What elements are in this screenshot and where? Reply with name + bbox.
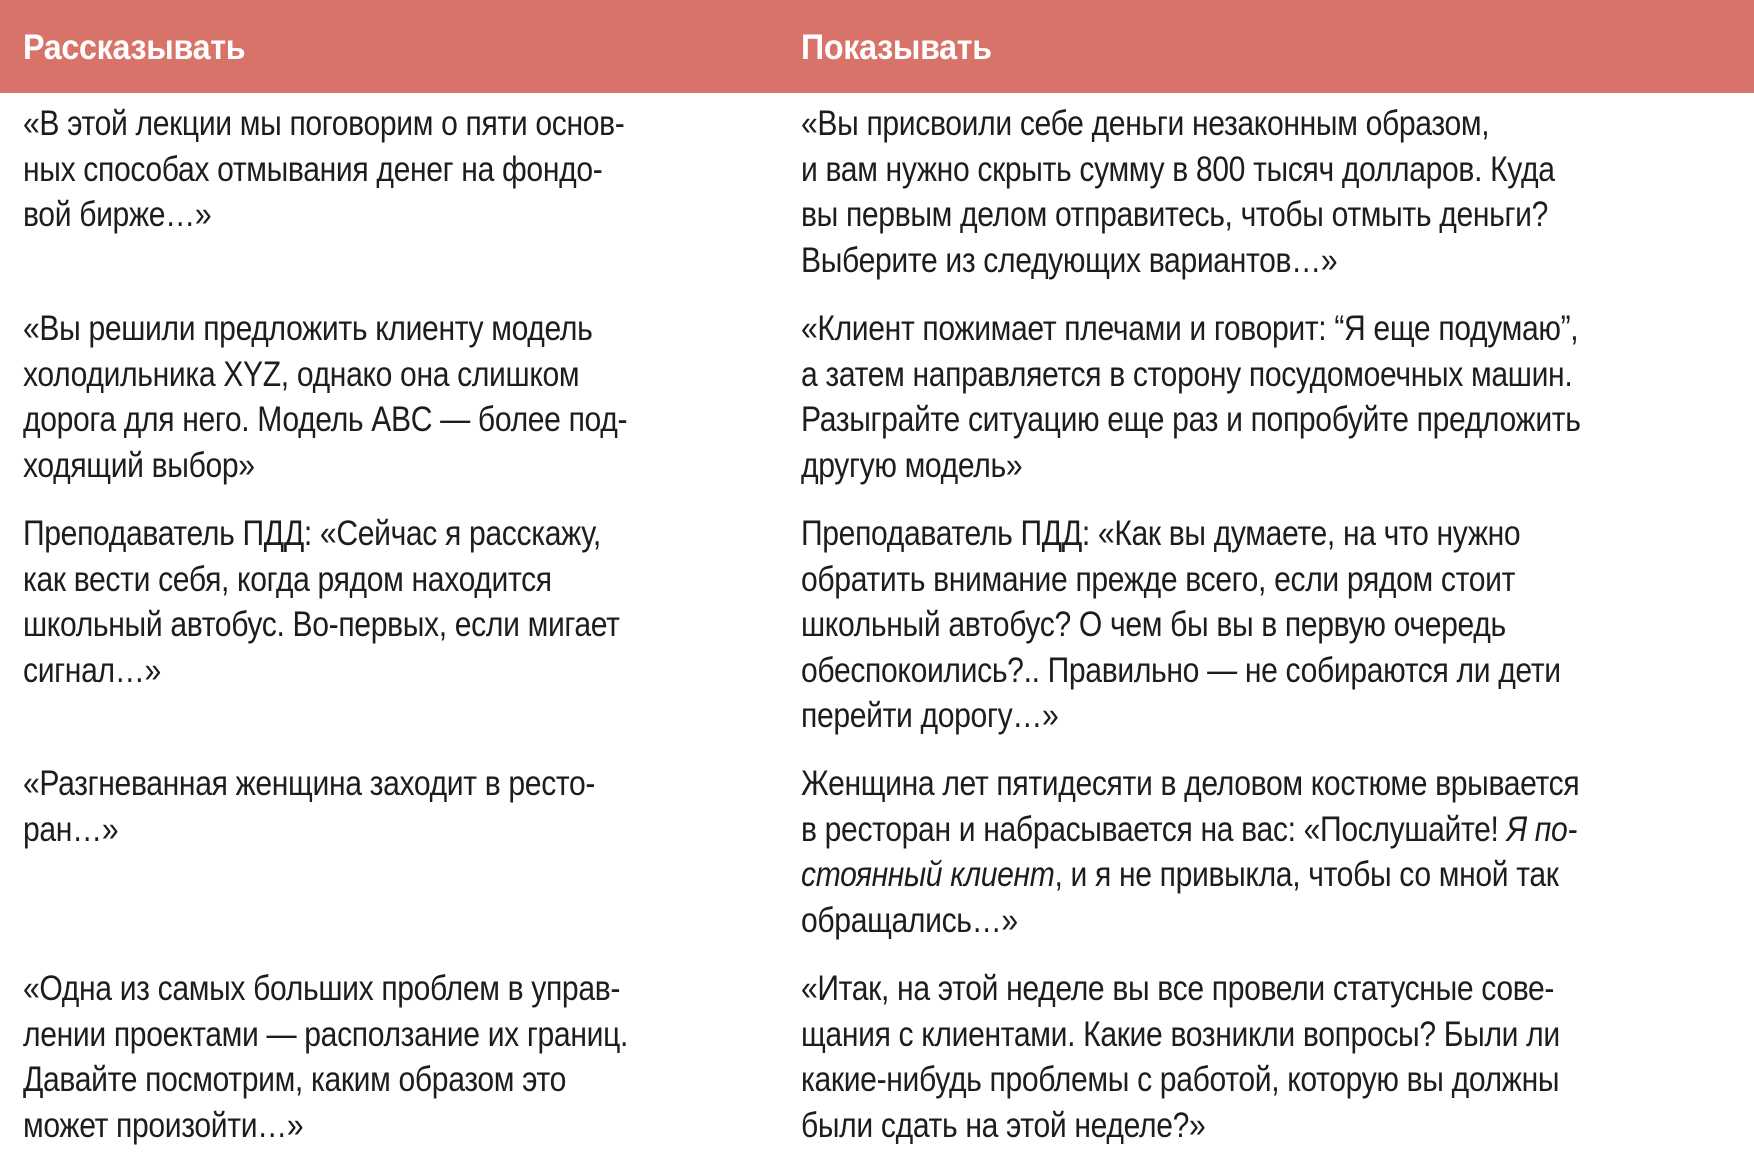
- tell-cell-5: [23, 966, 628, 1148]
- text-line: холодильника XYZ, однако она слишком: [23, 354, 580, 394]
- tell-cell-2: [23, 306, 627, 488]
- show-cell-3: [801, 511, 1561, 739]
- text-line: ходящий выбор»: [23, 445, 255, 485]
- tell-cell-1: [23, 101, 624, 238]
- text-line: перейти дорогу…»: [801, 696, 1059, 735]
- text-line: школьный автобус. Во-первых, если мигает: [23, 605, 620, 644]
- show-cell-4: [801, 761, 1579, 943]
- text-line: сигнал…»: [23, 650, 161, 690]
- text-line: вой бирже…»: [23, 195, 212, 234]
- italic-text-run: Я по-: [1506, 809, 1578, 849]
- text-line: а затем направляется в сторону посудомоечных машин.: [801, 354, 1573, 394]
- text-line: другую модель»: [801, 445, 1023, 485]
- text-line: «Клиент пожимает плечами и говорит: “Я еще подумаю”,: [801, 309, 1579, 348]
- text-run: , и я не привыкла, чтобы со мной так: [1054, 855, 1559, 894]
- text-line: и вам нужно скрыть сумму в 800 тысяч долларов. Куда: [801, 149, 1555, 189]
- text-line: «Вы присвоили себе деньги незаконным образом,: [801, 104, 1490, 143]
- text-line: Женщина лет пятидесяти в деловом костюме врывается: [801, 764, 1580, 803]
- column-header-tell: Рассказывать: [23, 28, 246, 67]
- text-line: может произойти…»: [23, 1105, 304, 1145]
- text-line: Преподаватель ПДД: «Сейчас я расскажу,: [23, 514, 601, 553]
- show-cell-2: [801, 306, 1581, 488]
- text-line: были сдать на этой неделе?»: [801, 1105, 1206, 1145]
- text-line: дорога для него. Модель ABC — более под-: [23, 400, 628, 439]
- text-line: лении проектами — расползание их границ.: [23, 1014, 628, 1054]
- text-line: какие-нибудь проблемы с работой, которую вы должны: [801, 1060, 1560, 1099]
- tell-cell-3: [23, 511, 620, 693]
- show-cell-5: [801, 966, 1560, 1148]
- tell-cell-4: [23, 761, 595, 852]
- text-line: ран…»: [23, 809, 119, 849]
- text-line: обеспокоились?.. Правильно — не собираются ли дети: [801, 650, 1561, 690]
- text-line: обращались…»: [801, 900, 1018, 940]
- italic-text-run: стоянный клиент: [801, 855, 1055, 894]
- column-header-show: Показывать: [801, 28, 992, 67]
- text-line: «Итак, на этой неделе вы все провели статусные сове-: [801, 969, 1555, 1008]
- text-line: [801, 807, 1579, 853]
- text-line: «Разгневанная женщина заходит в ресто-: [23, 764, 596, 803]
- text-line: Преподаватель ПДД: «Как вы думаете, на что нужно: [801, 514, 1521, 553]
- text-line: «Вы решили предложить клиенту модель: [23, 309, 593, 348]
- table-header: [0, 0, 1754, 93]
- text-line: «В этой лекции мы поговорим о пяти основ-: [23, 104, 625, 143]
- text-line: [801, 852, 1579, 898]
- text-line: Выберите из следующих вариантов…»: [801, 240, 1338, 280]
- text-line: Разыграйте ситуацию еще раз и попробуйте предложить: [801, 400, 1581, 439]
- text-line: вы первым делом отправитесь, чтобы отмыть деньги?: [801, 195, 1548, 234]
- text-line: Давайте посмотрим, каким образом это: [23, 1060, 567, 1099]
- text-line: ных способах отмывания денег на фондо-: [23, 149, 603, 189]
- text-line: как вести себя, когда рядом находится: [23, 559, 552, 599]
- text-line: обратить внимание прежде всего, если рядом стоит: [801, 559, 1516, 599]
- text-line: щания с клиентами. Какие возникли вопросы? Были ли: [801, 1014, 1560, 1054]
- text-line: «Одна из самых больших проблем в управ-: [23, 969, 621, 1008]
- text-line: школьный автобус? О чем бы вы в первую очередь: [801, 605, 1506, 644]
- show-cell-1: [801, 101, 1555, 283]
- text-run: в ресторан и набрасывается на вас: «Послушайте!: [801, 809, 1507, 849]
